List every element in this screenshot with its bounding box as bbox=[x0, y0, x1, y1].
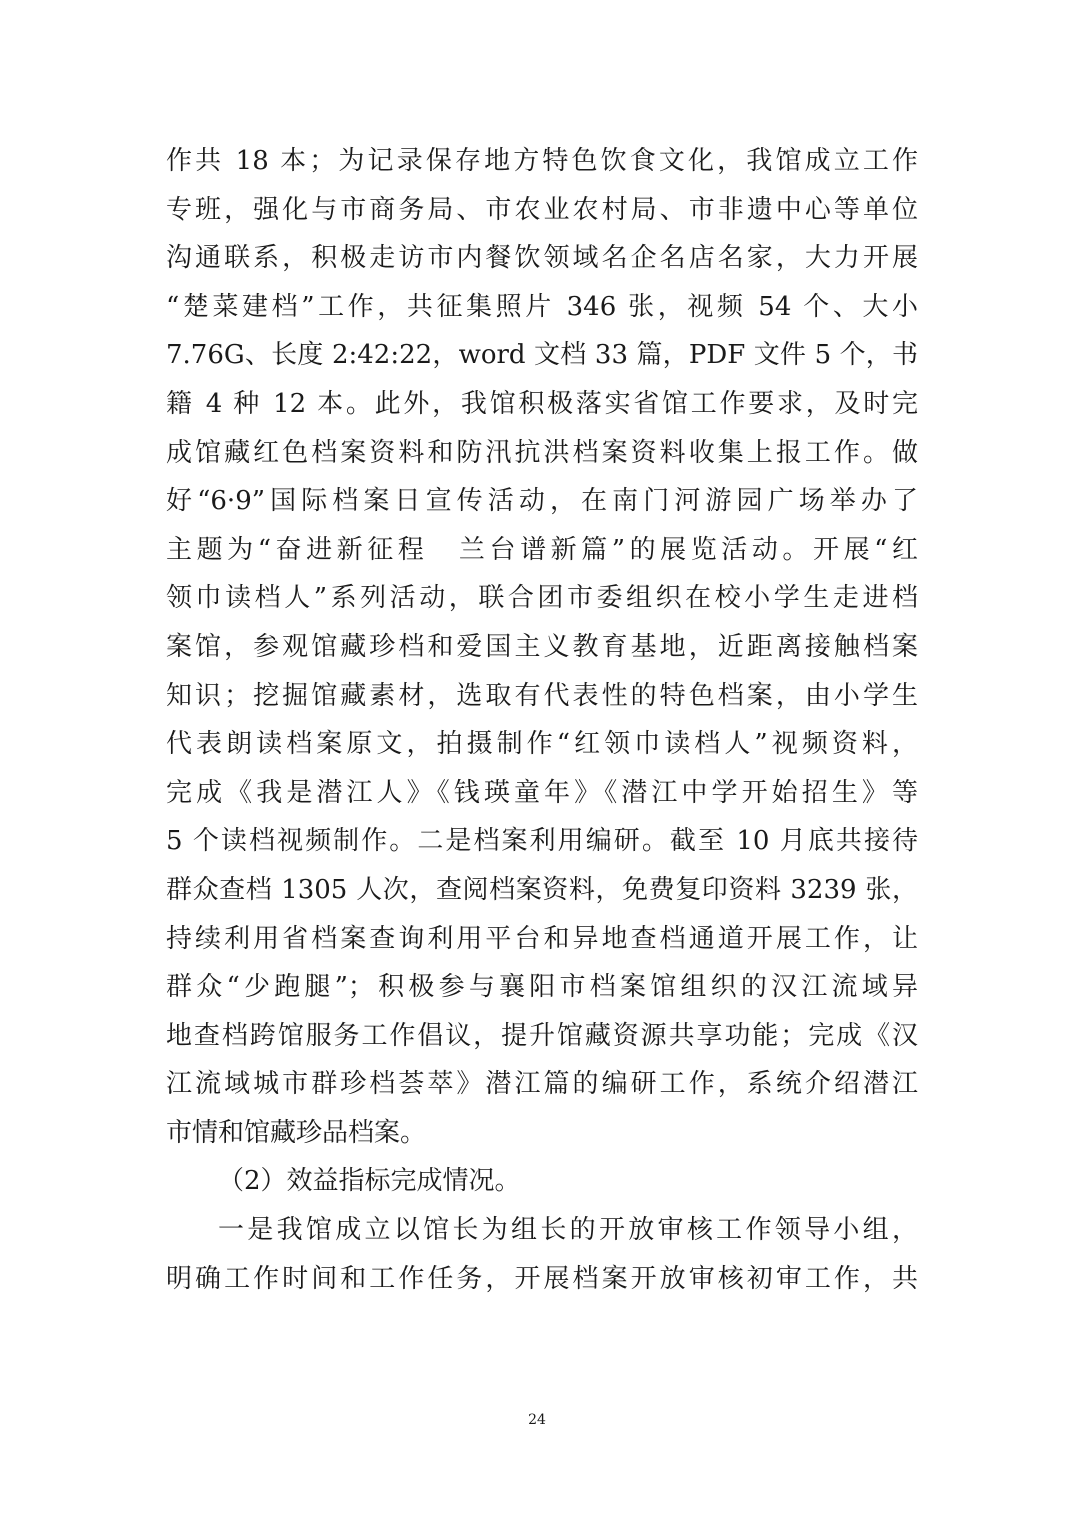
document-body bbox=[166, 137, 918, 1303]
paragraph-line: 籍 4 种 12 本。此外，我馆积极落实省馆工作要求，及时完 bbox=[166, 388, 918, 419]
paragraph-line: 群众查档 1305 人次，查阅档案资料，免费复印资料 3239 张， bbox=[166, 874, 918, 905]
paragraph-line: 5 个读档视频制作。二是档案利用编研。截至 10 月底共接待 bbox=[166, 826, 918, 857]
paragraph-line: “楚菜建档”工作，共征集照片 346 张，视频 54 个、大小 bbox=[166, 291, 918, 322]
paragraph-line: 江流域城市群珍档荟萃》潜江篇的编研工作，系统介绍潜江 bbox=[166, 1069, 918, 1100]
paragraph-line: 案馆，参观馆藏珍档和爱国主义教育基地，近距离接触档案 bbox=[166, 631, 918, 662]
section-heading: （2）效益指标完成情况。 bbox=[218, 1166, 521, 1197]
paragraph-line: 代表朗读档案原文，拍摄制作“红领巾读档人”视频资料， bbox=[166, 729, 918, 760]
paragraph-line: 持续利用省档案查询利用平台和异地查档通道开展工作，让 bbox=[166, 923, 918, 954]
paragraph-line: 沟通联系，积极走访市内餐饮领域名企名店名家，大力开展 bbox=[166, 243, 918, 274]
paragraph-line: 领巾读档人”系列活动，联合团市委组织在校小学生走进档 bbox=[166, 583, 918, 614]
page-number: 24 bbox=[528, 1412, 546, 1428]
paragraph-line: 明确工作时间和工作任务，开展档案开放审核初审工作，共 bbox=[166, 1263, 918, 1294]
paragraph-line: 作共 18 本；为记录保存地方特色饮食文化，我馆成立工作 bbox=[166, 146, 918, 176]
paragraph-line: 7.76G、长度 2:42:22，word 文档 33 篇，PDF 文件 5 个，书 bbox=[166, 340, 918, 371]
paragraph-line: 专班，强化与市商务局、市农业农村局、市非遗中心等单位 bbox=[166, 194, 918, 225]
paragraph-line: 地查档跨馆服务工作倡议，提升馆藏资源共享功能；完成《汉 bbox=[166, 1020, 918, 1051]
paragraph-line: 群众“少跑腿”；积极参与襄阳市档案馆组织的汉江流域异 bbox=[166, 972, 918, 1003]
paragraph-line: 完成《我是潜江人》《钱瑛童年》《潜江中学开始招生》等 bbox=[166, 777, 918, 808]
paragraph-line: 成馆藏红色档案资料和防汛抗洪档案资料收集上报工作。做 bbox=[166, 437, 918, 468]
paragraph-line: 知识；挖掘馆藏素材，选取有代表性的特色档案，由小学生 bbox=[166, 680, 918, 711]
paragraph-line: 主题为“奋进新征程 兰台谱新篇”的展览活动。开展“红 bbox=[166, 534, 918, 565]
paragraph-line: 一是我馆成立以馆长为组长的开放审核工作领导小组， bbox=[218, 1215, 918, 1246]
paragraph-line: 市情和馆藏珍品档案。 bbox=[166, 1117, 427, 1148]
paragraph-line: 好“6·9”国际档案日宣传活动，在南门河游园广场举办了 bbox=[166, 486, 918, 517]
